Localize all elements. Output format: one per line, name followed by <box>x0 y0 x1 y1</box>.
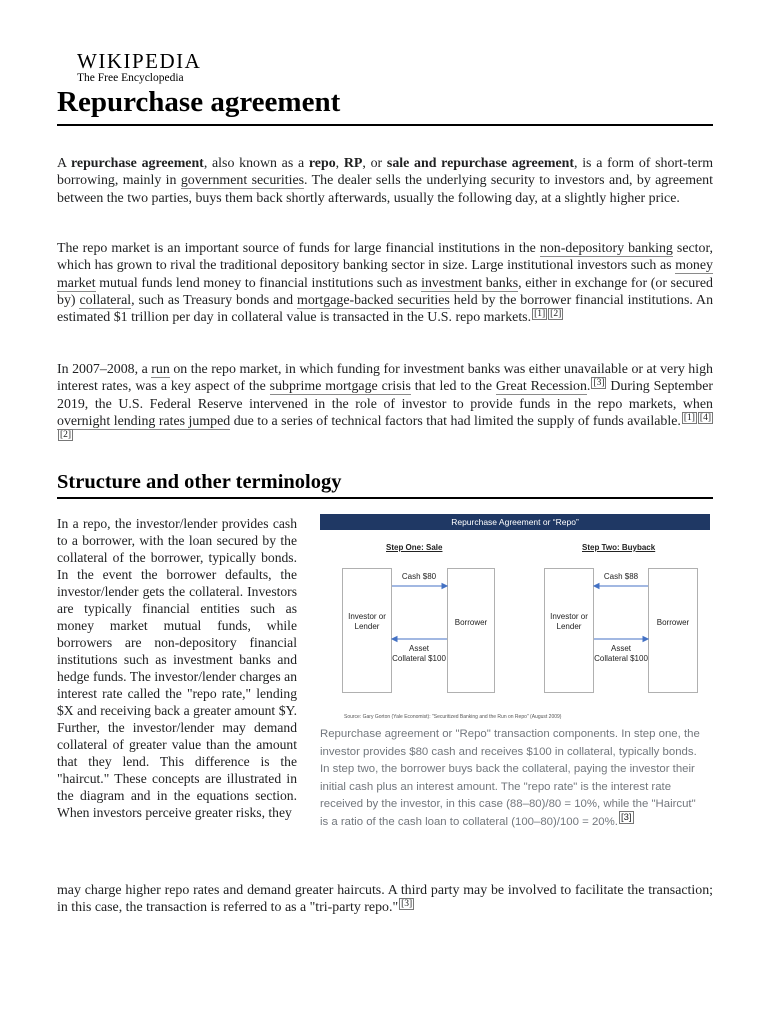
link-subprime-mortgage-crisis[interactable]: subprime mortgage crisis <box>269 379 411 395</box>
text-run: sector, which has grown to rival the traditional depository banking sector in size. Large institutional investors such as <box>57 241 714 274</box>
asset-arrow-2-head <box>643 637 648 642</box>
section-heading: Structure and other terminology <box>57 471 342 493</box>
text-run: due to a series of technical factors that had limited the supply of funds available. <box>230 413 681 429</box>
diagram-arrows <box>320 514 710 724</box>
text-run: held by the borrower financial institutions. An estimated $1 trillion per day in collateral value is transacted in the U.S. repo markets. <box>57 292 714 326</box>
link-collateral[interactable]: collateral <box>79 292 132 308</box>
caption-text: Repurchase agreement or "Repo" transaction components. In step one, the investor provides $80 cash and receives $100 in collateral, typically bonds. In step two, the borrower buys back the collateral, paying the investor their initial cash plus an interest amount. The "repo rate" is the interest rate received by the investor, in this case (88–80)/80 = 10%, while the "Haircut" is a ratio of the cash loan to collateral (100–80)/100 = 20%. <box>320 728 700 828</box>
text-run: may charge higher repo rates and demand greater haircuts. A third party may be involved to facilitate the transaction; in this case, the transaction is referred to as a "tri-party repo." <box>57 883 713 916</box>
link-investment-banks[interactable]: investment banks <box>421 275 519 291</box>
citation-ref[interactable]: [3] <box>401 899 413 910</box>
text-run: on the repo market, in which funding for investment banks was either unavailable or at very high interest rates, was a key aspect of the <box>57 362 713 395</box>
intro-paragraph-1 <box>57 155 713 207</box>
link-non-depository-banking[interactable]: non-depository banking <box>539 241 673 256</box>
intro-paragraph-2 <box>57 240 713 326</box>
text-run: The repo market is an important source of funds for large financial institutions in the <box>57 241 540 256</box>
step-one-title: Step One: Sale <box>386 543 443 552</box>
cash-arrow-2-head <box>594 584 599 589</box>
diagram-banner: Repurchase Agreement or “Repo” <box>320 514 710 530</box>
text-run: mutual funds lend money to financial institutions such as <box>95 275 422 291</box>
section-body: In a repo, the investor/lender provides cash to a borrower, with the loan secured by the collateral of the borrower, typically bonds. In the event the borrower defaults, the investor/lender gets the collateral. Investors are typically financial entities such as money market mutual funds, while borrowers are non-depository financial institutions such as investment banks and hedge funds. The investor/lender charges an interest rate called the "repo rate," lending $X and receiving back a greater amount $Y. Further, the investor/lender may demand collateral of greater value than the amount that they lend. This difference is the "haircut." These concepts are illustrated in the diagram and in the equations section. When investors perceive greater risks, they <box>57 516 297 820</box>
link-mortgage-backed-securities[interactable]: mortgage-backed securities <box>297 292 450 308</box>
diagram-source: Source: Gary Gorton (Yale Economist): "Securitized Banking and the Run on Repo" (August 2009) <box>344 714 562 720</box>
figure-caption <box>320 726 705 832</box>
link-run[interactable]: run <box>151 362 170 377</box>
text-run: that led to the <box>410 379 496 395</box>
page-title: Repurchase agreement <box>57 86 341 118</box>
repo-diagram-figure <box>320 514 712 832</box>
citation-ref[interactable]: [1] <box>683 412 695 423</box>
text-run: . The dealer sells the underlying security to investors and, by agreement between the two parties, buys them back shortly afterwards, usually the following day, at a slightly higher price. <box>57 173 713 206</box>
cash-label-2: Cash $88 <box>603 572 639 581</box>
title-divider <box>57 124 713 126</box>
bold-term: repo <box>308 156 336 171</box>
text-run: A <box>57 156 71 171</box>
text-run: , or <box>362 156 387 171</box>
bold-term: RP <box>343 156 363 171</box>
cash-arrow-1-head <box>442 584 447 589</box>
citation-ref[interactable]: [4] <box>699 412 711 423</box>
text-run: . <box>586 379 591 395</box>
bold-term: repurchase agreement <box>71 156 204 171</box>
text-run: , also known as a <box>203 156 309 171</box>
step-two-title: Step Two: Buyback <box>582 543 656 552</box>
citation-ref[interactable]: [3] <box>620 811 632 823</box>
text-run: , either in exchange for (or secured by) <box>57 275 713 308</box>
citation-ref[interactable]: [2] <box>550 309 562 320</box>
logo-wordmark: WIKIPEDIA <box>77 49 202 73</box>
asset-label-1: Asset Collateral $100 <box>392 644 446 663</box>
link-government-securities[interactable]: government securities <box>180 173 305 189</box>
asset-arrow-1-head <box>392 637 397 642</box>
section-divider <box>57 497 713 499</box>
link-overnight-lending-rates[interactable]: overnight lending rates jumped <box>57 413 231 429</box>
intro-paragraph-3 <box>57 361 713 447</box>
logo-tagline: The Free Encyclopedia <box>77 72 184 84</box>
citation-ref[interactable]: [1] <box>534 309 546 320</box>
bold-term: sale and repurchase agreement <box>386 156 574 171</box>
investor-label-1: Investor or Lender <box>348 612 386 631</box>
link-money-market[interactable]: money market <box>57 258 713 291</box>
investor-label-2: Investor or Lender <box>550 612 588 631</box>
repo-diagram-image[interactable] <box>320 514 710 724</box>
section-body-continued <box>57 882 713 917</box>
text-run: , is a form of short-term borrowing, mainly in <box>57 156 713 189</box>
cash-label-1: Cash $80 <box>401 572 437 581</box>
text-run: , such as Treasury bonds and <box>131 292 298 308</box>
text-run: In 2007–2008, a <box>57 362 152 377</box>
asset-label-2: Asset Collateral $100 <box>594 644 648 663</box>
borrower-label-2: Borrower <box>656 618 690 627</box>
link-great-recession[interactable]: Great Recession <box>495 379 587 395</box>
borrower-label-1: Borrower <box>454 618 488 627</box>
citation-ref[interactable]: [3] <box>593 378 605 389</box>
citation-ref[interactable]: [2] <box>60 430 72 441</box>
text-run: During September 2019, the U.S. Federal Reserve intervened in the role of investor to provide funds in the repo markets, when <box>57 379 713 412</box>
text-run: , <box>335 156 344 171</box>
